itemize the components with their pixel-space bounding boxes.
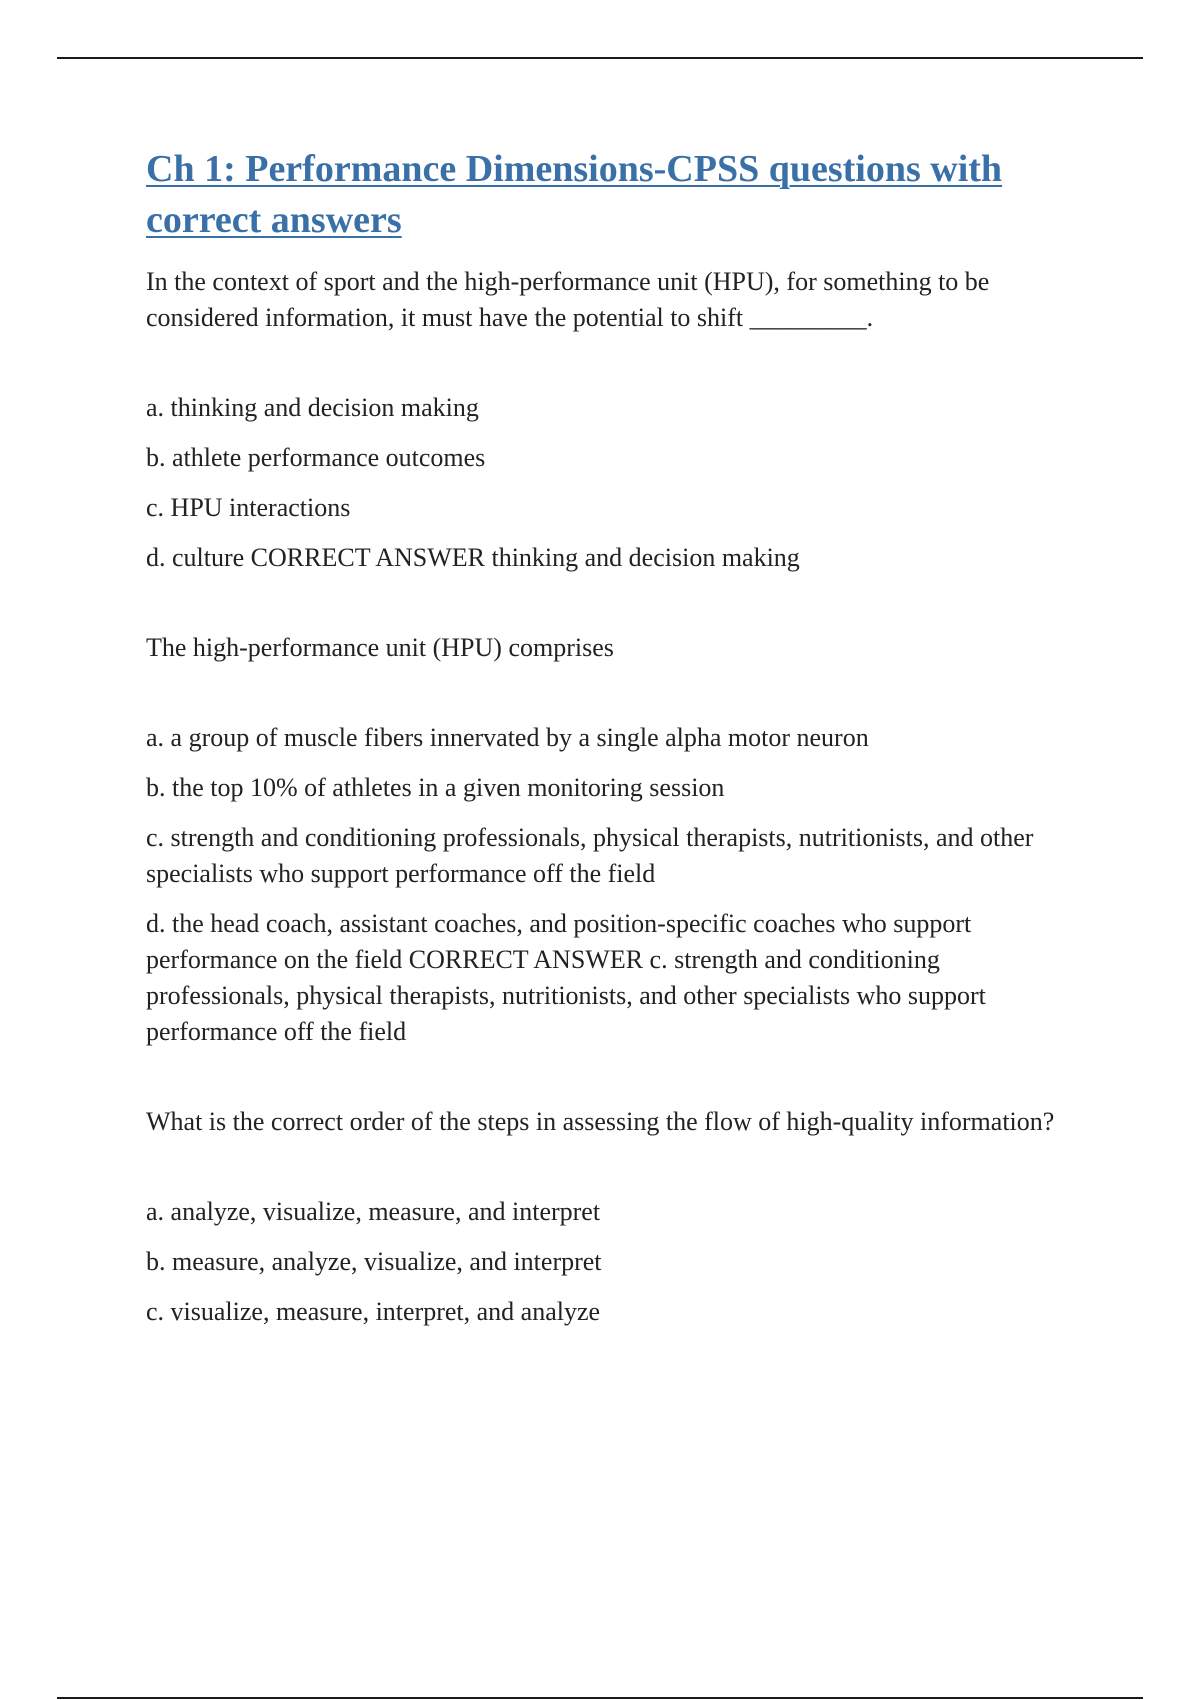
question-prompt: What is the correct order of the steps in assessing the flow of high-quality information? [146, 1107, 1055, 1136]
answer-option: c. HPU interactions [146, 493, 351, 522]
answer-option: a. analyze, visualize, measure, and interpret [146, 1197, 601, 1226]
answer-option: c. strength and conditioning professionals, physical therapists, nutritionists, and other specialists who support performance off the field [146, 823, 1034, 888]
document-title[interactable]: Ch 1: Performance Dimensions-CPSS questions with correct answers [146, 148, 1003, 241]
question-block-2 [146, 630, 1066, 1050]
header-rule [57, 57, 1143, 59]
question-block-3 [146, 1104, 1066, 1330]
answer-option: b. measure, analyze, visualize, and interpret [146, 1247, 602, 1276]
answer-options [146, 720, 1066, 1050]
answer-option: b. athlete performance outcomes [146, 443, 486, 472]
footer-rule [57, 1697, 1143, 1699]
question-prompt: In the context of sport and the high-performance unit (HPU), for something to be considered information, it must have the potential to shift _________. [146, 267, 990, 332]
answer-option: b. the top 10% of athletes in a given monitoring session [146, 773, 725, 802]
answer-option: a. thinking and decision making [146, 393, 479, 422]
question-prompt: The high-performance unit (HPU) comprises [146, 633, 614, 662]
answer-option: c. visualize, measure, interpret, and analyze [146, 1297, 601, 1326]
answer-option: d. the head coach, assistant coaches, and position-specific coaches who support performance on the field CORRECT ANSWER c. strength and conditioning professionals, physical therapists, nutritionists, and other specialists who support performance off the field [146, 909, 986, 1046]
answer-options [146, 1194, 1066, 1330]
answer-option: a. a group of muscle fibers innervated by a single alpha motor neuron [146, 723, 869, 752]
document-body [146, 144, 1066, 1330]
answer-option: d. culture CORRECT ANSWER thinking and decision making [146, 543, 800, 572]
answer-options [146, 390, 1066, 576]
question-block-1 [146, 264, 1066, 576]
